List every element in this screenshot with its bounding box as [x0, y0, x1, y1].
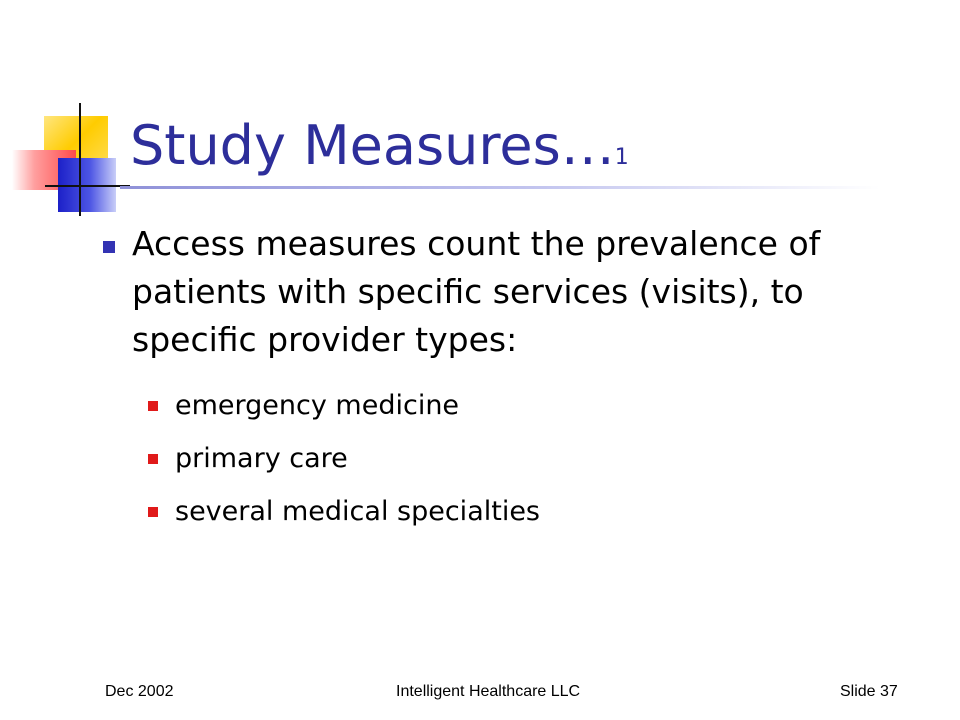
footer-date: Dec 2002: [105, 683, 174, 700]
sub-bullet-text: several medical specialties: [175, 496, 541, 527]
sub-bullet-text: emergency medicine: [175, 390, 460, 421]
bullet-marker-level2: [148, 507, 158, 517]
bullet-text-level1: Access measures count the prevalence of patients with specific services (visits), to specific provider types:: [132, 224, 821, 359]
slide-title-text: Study Measures…: [130, 114, 615, 177]
footer-slide-number: Slide 37: [840, 683, 898, 700]
footer-company: Intelligent Healthcare LLC: [396, 683, 581, 700]
sub-bullet-text: primary care: [175, 443, 348, 474]
bullet-marker-level2: [148, 401, 158, 411]
slide-title-suffix: 1: [614, 145, 629, 170]
bullet-marker-level2: [148, 454, 158, 464]
bullet-marker-level1: [103, 241, 115, 253]
